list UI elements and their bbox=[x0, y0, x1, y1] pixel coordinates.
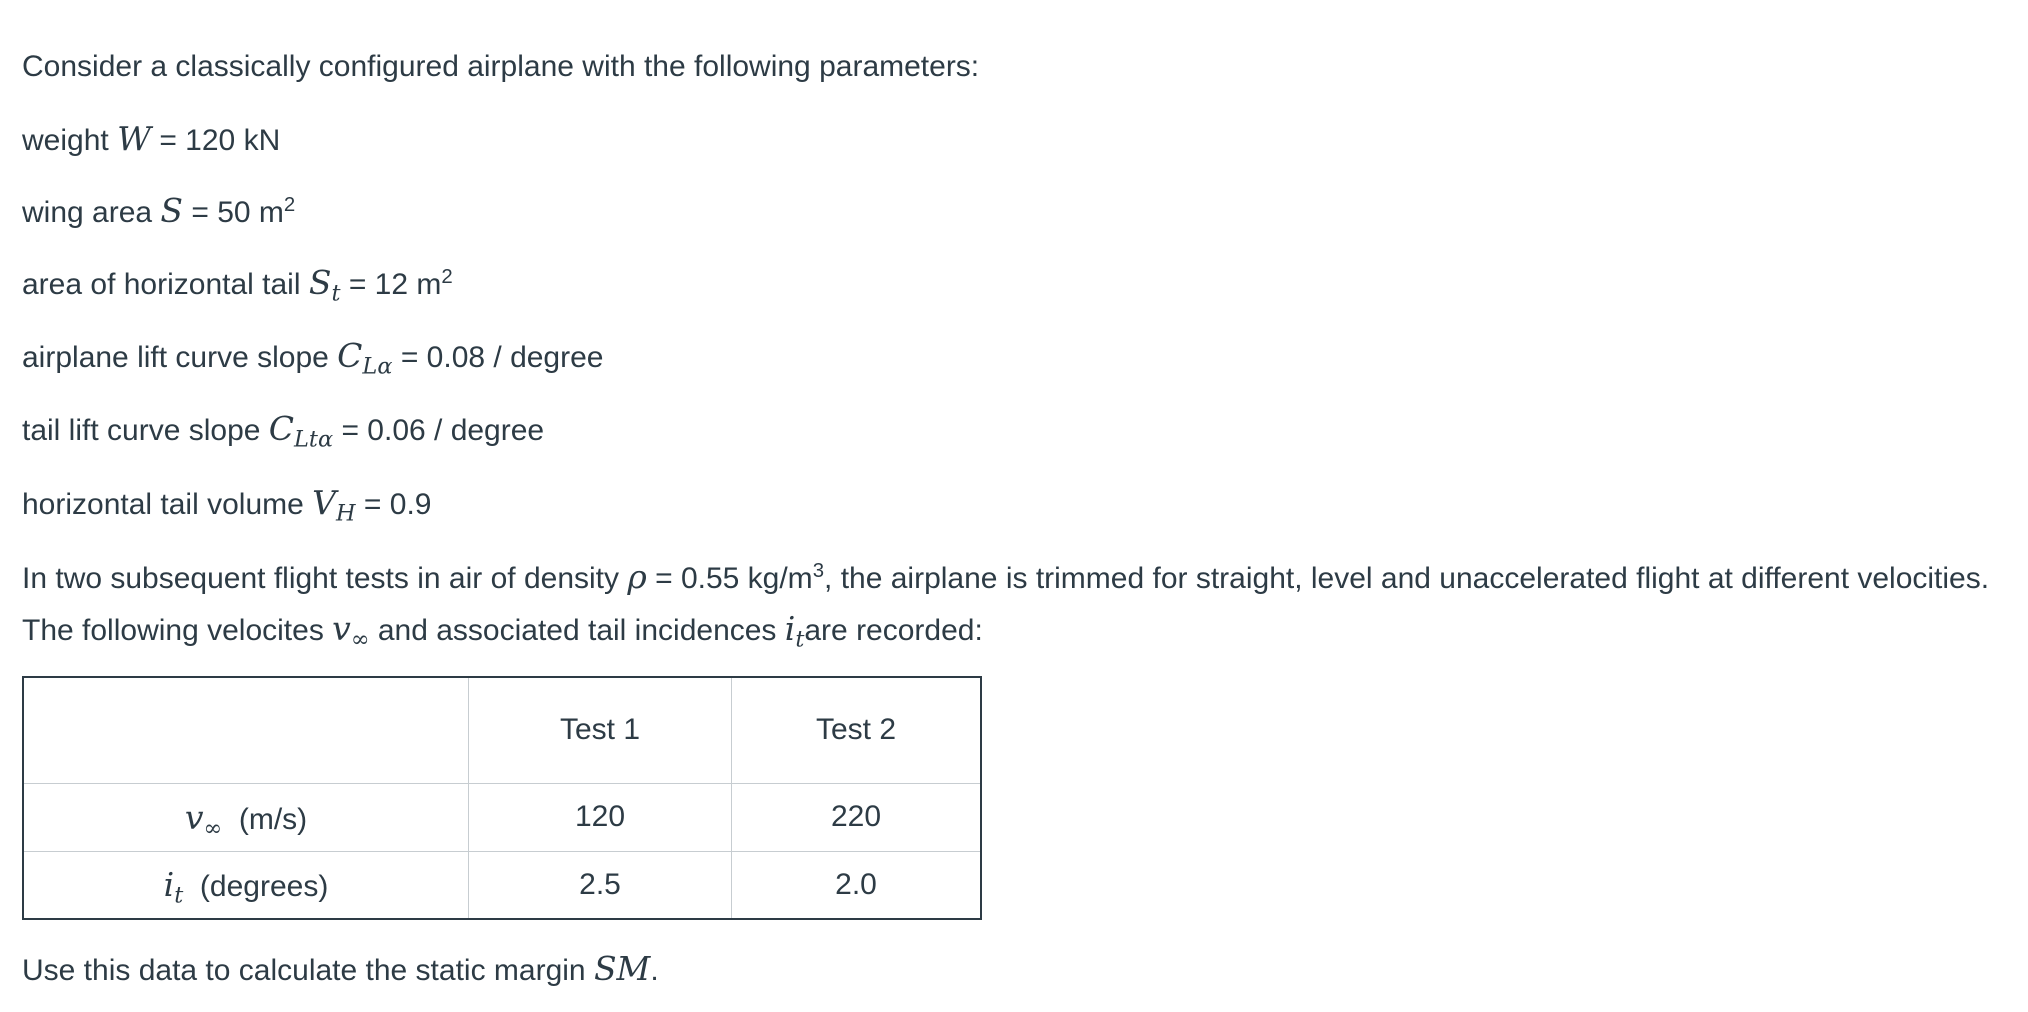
final-text: Use this data to calculate the static margin bbox=[22, 954, 594, 987]
flight-test-table bbox=[22, 676, 982, 920]
param-tail-area-symbol-main: S bbox=[308, 263, 332, 302]
tests-text-part3: , the airplane is trimmed for straight, level and unaccelerated flight at different velocities. The following velocites bbox=[22, 562, 1990, 647]
param-weight-value: = 120 kN bbox=[150, 124, 281, 157]
param-wing-area bbox=[22, 186, 295, 238]
param-tail-volume-subscript: H bbox=[336, 500, 356, 527]
param-weight bbox=[22, 114, 280, 166]
param-tail-volume-value: = 0.9 bbox=[355, 488, 432, 521]
param-tail-lift-slope-symbol bbox=[268, 409, 334, 453]
tests-text-part5: are recorded: bbox=[804, 614, 983, 647]
param-tail-area-symbol bbox=[308, 263, 341, 307]
param-tail-area-label: area of horizontal tail bbox=[22, 268, 301, 301]
tests-text-part2: = 0.55 kg/m bbox=[646, 562, 813, 595]
velocity-subscript: ∞ bbox=[350, 626, 370, 653]
param-wing-area-label: wing area bbox=[22, 196, 153, 229]
static-margin-symbol: SM bbox=[593, 949, 651, 988]
param-wing-area-value: = 50 m bbox=[183, 196, 284, 229]
incidence-symbol bbox=[784, 609, 805, 653]
param-wing-area-exponent: 2 bbox=[283, 193, 296, 216]
param-tail-volume bbox=[22, 478, 431, 530]
incidence-subscript: t bbox=[795, 626, 805, 653]
param-tail-lift-slope-label: tail lift curve slope bbox=[22, 414, 261, 447]
param-weight-label: weight bbox=[22, 124, 109, 157]
param-tail-lift-slope-symbol-main: C bbox=[268, 409, 295, 448]
table-row-label-incidence bbox=[23, 851, 469, 919]
param-wing-area-symbol: S bbox=[160, 191, 184, 230]
param-weight-symbol: W bbox=[117, 119, 151, 158]
incidence-symbol-main: i bbox=[784, 609, 796, 648]
param-lift-slope bbox=[22, 331, 603, 383]
row-velocity-subscript: ∞ bbox=[203, 815, 223, 842]
table-cell: 2.0 bbox=[732, 851, 982, 919]
table-header-test1: Test 1 bbox=[469, 677, 732, 783]
table-row-label-velocity bbox=[23, 783, 469, 851]
table-header-test2: Test 2 bbox=[732, 677, 982, 783]
table-cell: 120 bbox=[469, 783, 732, 851]
final-period: . bbox=[650, 954, 659, 987]
row-velocity-symbol-main: v bbox=[184, 797, 204, 837]
param-tail-lift-slope-subscript: Ltα bbox=[294, 426, 334, 453]
tests-text-part1: In two subsequent flight tests in air of density bbox=[22, 562, 628, 595]
param-tail-volume-label: horizontal tail volume bbox=[22, 488, 304, 521]
table-cell: 2.5 bbox=[469, 851, 732, 919]
velocity-symbol-main: v bbox=[332, 609, 351, 648]
table-cell: 220 bbox=[732, 783, 982, 851]
final-instruction bbox=[22, 944, 659, 996]
param-tail-lift-slope-value: = 0.06 / degree bbox=[333, 414, 545, 447]
flight-tests-text bbox=[22, 552, 2012, 656]
table-row bbox=[23, 851, 981, 919]
row-incidence-subscript: t bbox=[174, 882, 184, 909]
table-header-row bbox=[23, 677, 981, 783]
row-incidence-unit: (degrees) bbox=[183, 870, 329, 904]
param-tail-volume-symbol bbox=[312, 483, 356, 527]
param-tail-lift-slope bbox=[22, 404, 544, 456]
table-row bbox=[23, 783, 981, 851]
param-lift-slope-symbol bbox=[337, 336, 393, 380]
param-tail-volume-symbol-main: V bbox=[312, 483, 336, 522]
row-velocity-unit: (m/s) bbox=[222, 802, 308, 836]
param-tail-area-subscript: t bbox=[331, 280, 341, 307]
row-incidence-symbol bbox=[163, 865, 184, 909]
intro-label: Consider a classically configured airplane with the following parameters: bbox=[22, 50, 980, 83]
param-tail-area-value: = 12 m bbox=[340, 268, 442, 301]
param-lift-slope-value: = 0.08 / degree bbox=[392, 341, 604, 374]
param-lift-slope-subscript: Lα bbox=[362, 353, 393, 380]
table-header-empty bbox=[23, 677, 469, 783]
intro-text bbox=[22, 42, 979, 92]
density-exponent: 3 bbox=[812, 559, 825, 582]
velocity-symbol bbox=[332, 609, 370, 653]
row-velocity-symbol bbox=[184, 797, 223, 842]
param-lift-slope-label: airplane lift curve slope bbox=[22, 341, 329, 374]
row-incidence-symbol-main: i bbox=[163, 865, 175, 905]
param-tail-area-exponent: 2 bbox=[441, 265, 453, 288]
rho-symbol: ρ bbox=[627, 557, 647, 596]
param-lift-slope-symbol-main: C bbox=[337, 336, 363, 375]
tests-text-part4: and associated tail incidences bbox=[369, 614, 785, 647]
param-tail-area bbox=[22, 258, 453, 310]
